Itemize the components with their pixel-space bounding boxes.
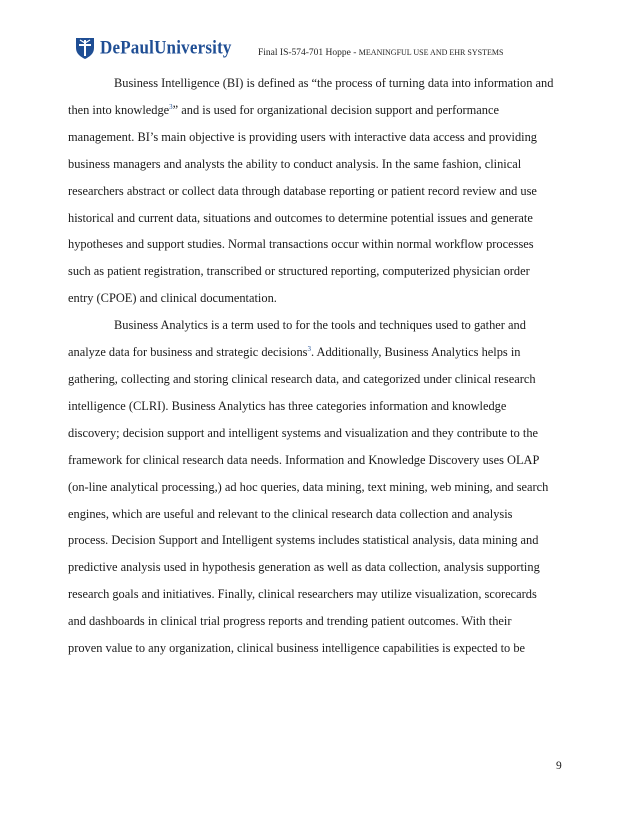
text-line <box>68 97 568 124</box>
line-text: analyze data for business and strategic decisions <box>68 345 308 360</box>
line-text: historical and current data, situations and outcomes to determine potential issues and generate <box>68 210 533 225</box>
citation-superscript: 3 <box>169 102 173 111</box>
text-line <box>68 178 568 205</box>
line-text: management. BI’s main objective is providing users with interactive data access and providing <box>68 129 537 144</box>
text-line <box>68 312 568 339</box>
text-line <box>68 581 568 608</box>
page-number: 9 <box>556 760 562 772</box>
citation-superscript: 3 <box>307 345 311 354</box>
line-text: entry (CPOE) and clinical documentation. <box>68 291 277 306</box>
line-text: predictive analysis used in hypothesis generation as well as data collection, analysis supporting <box>68 560 540 575</box>
line-text-continued: ” and is used for organizational decision support and performance <box>172 102 499 117</box>
paragraph <box>68 70 568 312</box>
line-text: process. Decision Support and Intelligent systems includes statistical analysis, data mining and <box>68 533 539 548</box>
text-line <box>68 420 568 447</box>
university-logo <box>74 36 232 60</box>
text-line <box>68 366 568 393</box>
text-line <box>68 474 568 501</box>
line-text: framework for clinical research data needs. Information and Knowledge Discovery uses OLAP <box>68 452 540 467</box>
line-text: such as patient registration, transcribed or structured reporting, computerized physician order <box>68 264 530 279</box>
text-line <box>68 501 568 528</box>
running-head-title: MEANINGFUL USE AND EHR SYSTEMS <box>358 48 504 57</box>
line-text: then into knowledge <box>68 102 170 117</box>
line-text: research goals and initiatives. Finally, clinical researchers may utilize visualization, scorecards <box>68 587 537 602</box>
running-head <box>258 48 503 58</box>
text-line <box>68 231 568 258</box>
text-line <box>68 339 568 366</box>
line-text: Business Intelligence (BI) is defined as “the process of turning data into information and <box>114 76 554 90</box>
line-text: business managers and analysts the ability to conduct analysis. In the same fashion, clinical <box>68 156 522 171</box>
text-line <box>68 151 568 178</box>
line-text: Business Analytics is a term used to for the tools and techniques used to gather and <box>114 318 526 333</box>
text-line <box>68 70 568 97</box>
text-line <box>68 205 568 232</box>
text-line <box>68 124 568 151</box>
text-line <box>68 608 568 635</box>
document-body <box>68 70 568 662</box>
line-text: gathering, collecting and storing clinical research data, and categorized under clinical research <box>68 371 536 386</box>
line-text: engines, which are useful and relevant to the clinical research data collection and analysis <box>68 506 513 521</box>
university-shield-icon <box>74 36 96 60</box>
running-head-prefix: Final IS-574-701 Hoppe - <box>258 48 359 58</box>
text-line <box>68 447 568 474</box>
line-text: discovery; decision support and intelligent systems and visualization and they contribute to the <box>68 425 539 440</box>
page-header <box>74 34 614 64</box>
text-line <box>68 258 568 285</box>
text-line <box>68 635 568 662</box>
text-line <box>68 393 568 420</box>
line-text: and dashboards in clinical trial progress reports and trending patient outcomes. With their <box>68 614 512 629</box>
line-text: intelligence (CLRI). Business Analytics has three categories information and knowledge <box>68 398 507 413</box>
text-line <box>68 527 568 554</box>
text-line <box>68 554 568 581</box>
paragraph <box>68 312 568 662</box>
line-text-continued: . Additionally, Business Analytics helps in <box>310 345 521 360</box>
text-line <box>68 285 568 312</box>
line-text: researchers abstract or collect data through database reporting or patient record review and use <box>68 183 537 198</box>
line-text: proven value to any organization, clinical business intelligence capabilities is expected to be <box>68 641 526 656</box>
line-text: (on-line analytical processing,) ad hoc queries, data mining, text mining, web mining, and search <box>68 479 549 494</box>
logo-text: DePaulUniversity <box>100 37 232 58</box>
line-text: hypotheses and support studies. Normal transactions occur within normal workflow processes <box>68 237 534 252</box>
